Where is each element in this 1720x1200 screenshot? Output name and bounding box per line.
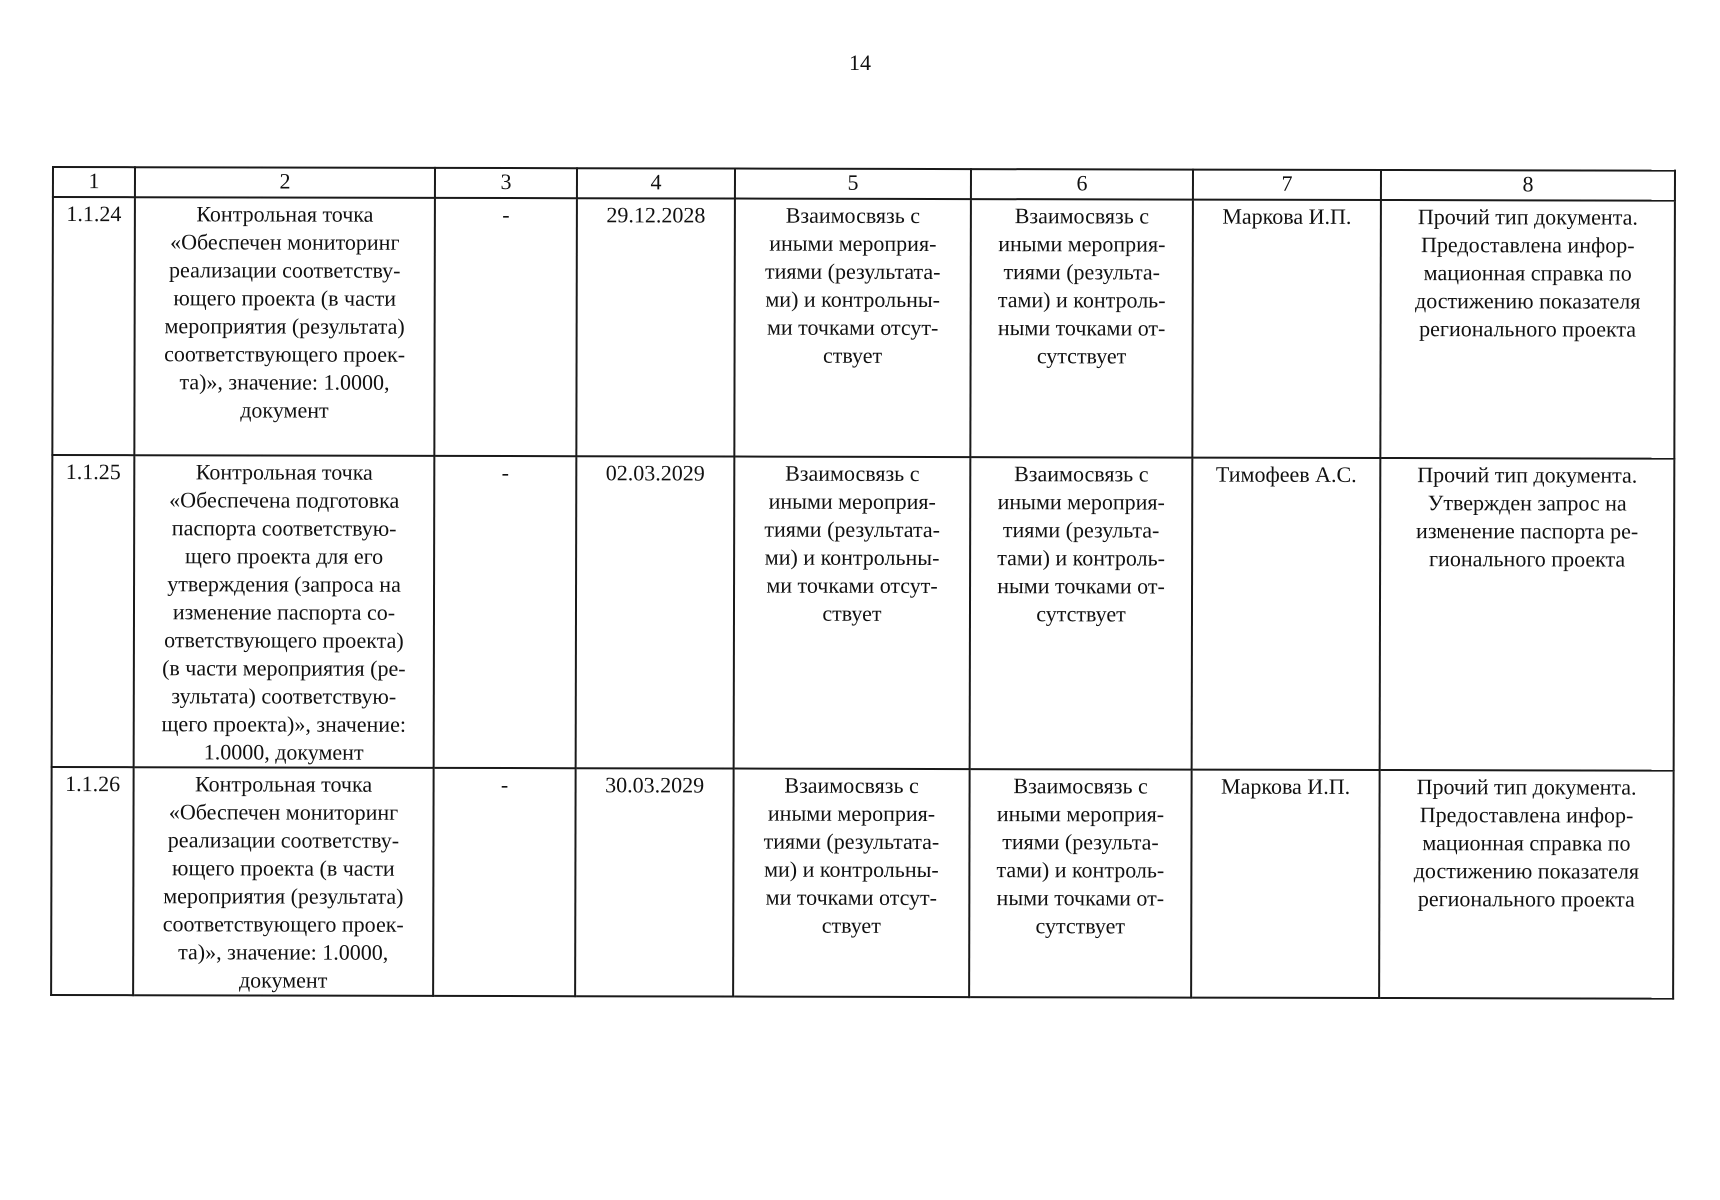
header-col-4: 4: [577, 168, 735, 198]
document-type-cell: Прочий тип документа. Утвержден запрос на изменение паспорта ре- гионального проекта: [1380, 458, 1675, 771]
document-type-cell: Прочий тип документа. Предоставлена инфор- мационная справка по достижению показателя регионального проекта: [1379, 770, 1674, 999]
page-number: 14: [849, 50, 871, 75]
table-header-row: [53, 167, 1675, 201]
row-number-cell: 1.1.25: [52, 455, 135, 767]
row-number-cell: 1.1.24: [52, 197, 135, 455]
control-point-name-cell: Контрольная точка «Обеспечен мониторинг реализации соответству- ющего проекта (в части мероприятия (результата) соответствующего проек- та)», значение: 1.0000, документ: [134, 197, 435, 456]
table-row: [52, 197, 1675, 459]
responsible-cell: Тимофеев А.С.: [1192, 458, 1381, 770]
relation-cell-5: Взаимосвязь с иными мероприя- тиями (результата- ми) и контрольны- ми точками отсут- ствует: [733, 769, 970, 998]
control-point-name-cell: Контрольная точка «Обеспечена подготовка паспорта соответствую- щего проекта для его утверждения (запроса на изменение паспорта со- ответствующего проекта) (в части мероприятия (ре- зультата) соответствую- щего проекта)», значение: 1.0000, документ: [134, 455, 435, 768]
col3-cell: -: [434, 198, 577, 456]
control-point-name-cell: Контрольная точка «Обеспечен мониторинг реализации соответству- ющего проекта (в части мероприятия (результата) соответствующего проек- та)», значение: 1.0000, документ: [133, 767, 434, 996]
header-col-3: 3: [435, 168, 577, 198]
control-points-table: [50, 166, 1676, 1000]
date-cell: 02.03.2029: [576, 456, 735, 768]
document-type-cell: Прочий тип документа. Предоставлена инфор- мационная справка по достижению показателя регионального проекта: [1380, 200, 1675, 459]
header-col-1: 1: [53, 167, 135, 197]
responsible-cell: Маркова И.П.: [1192, 200, 1381, 458]
table-row: [51, 767, 1674, 999]
table-row: [52, 455, 1675, 771]
date-cell: 29.12.2028: [576, 198, 735, 456]
header-col-7: 7: [1193, 170, 1381, 200]
col3-cell: -: [434, 456, 577, 768]
relation-cell-6: Взаимосвязь с иными мероприя- тиями (результа- тами) и контроль- ными точками от- сутствует: [970, 457, 1193, 770]
relation-cell-5: Взаимосвязь с иными мероприя- тиями (результата- ми) и контрольны- ми точками отсут- ствует: [734, 457, 971, 770]
header-col-2: 2: [135, 167, 435, 198]
date-cell: 30.03.2029: [575, 768, 734, 996]
relation-cell-6: Взаимосвязь с иными мероприя- тиями (результа- тами) и контроль- ными точками от- сутствует: [970, 199, 1193, 458]
responsible-cell: Маркова И.П.: [1191, 770, 1380, 998]
col3-cell: -: [433, 768, 576, 996]
header-col-5: 5: [735, 169, 971, 200]
header-col-6: 6: [971, 169, 1193, 200]
row-number-cell: 1.1.26: [51, 767, 134, 995]
relation-cell-5: Взаимосвязь с иными мероприя- тиями (результата- ми) и контрольны- ми точками отсут- ствует: [734, 199, 971, 458]
header-col-8: 8: [1381, 170, 1675, 201]
relation-cell-6: Взаимосвязь с иными мероприя- тиями (результа- тами) и контроль- ными точками от- сутствует: [969, 769, 1192, 998]
